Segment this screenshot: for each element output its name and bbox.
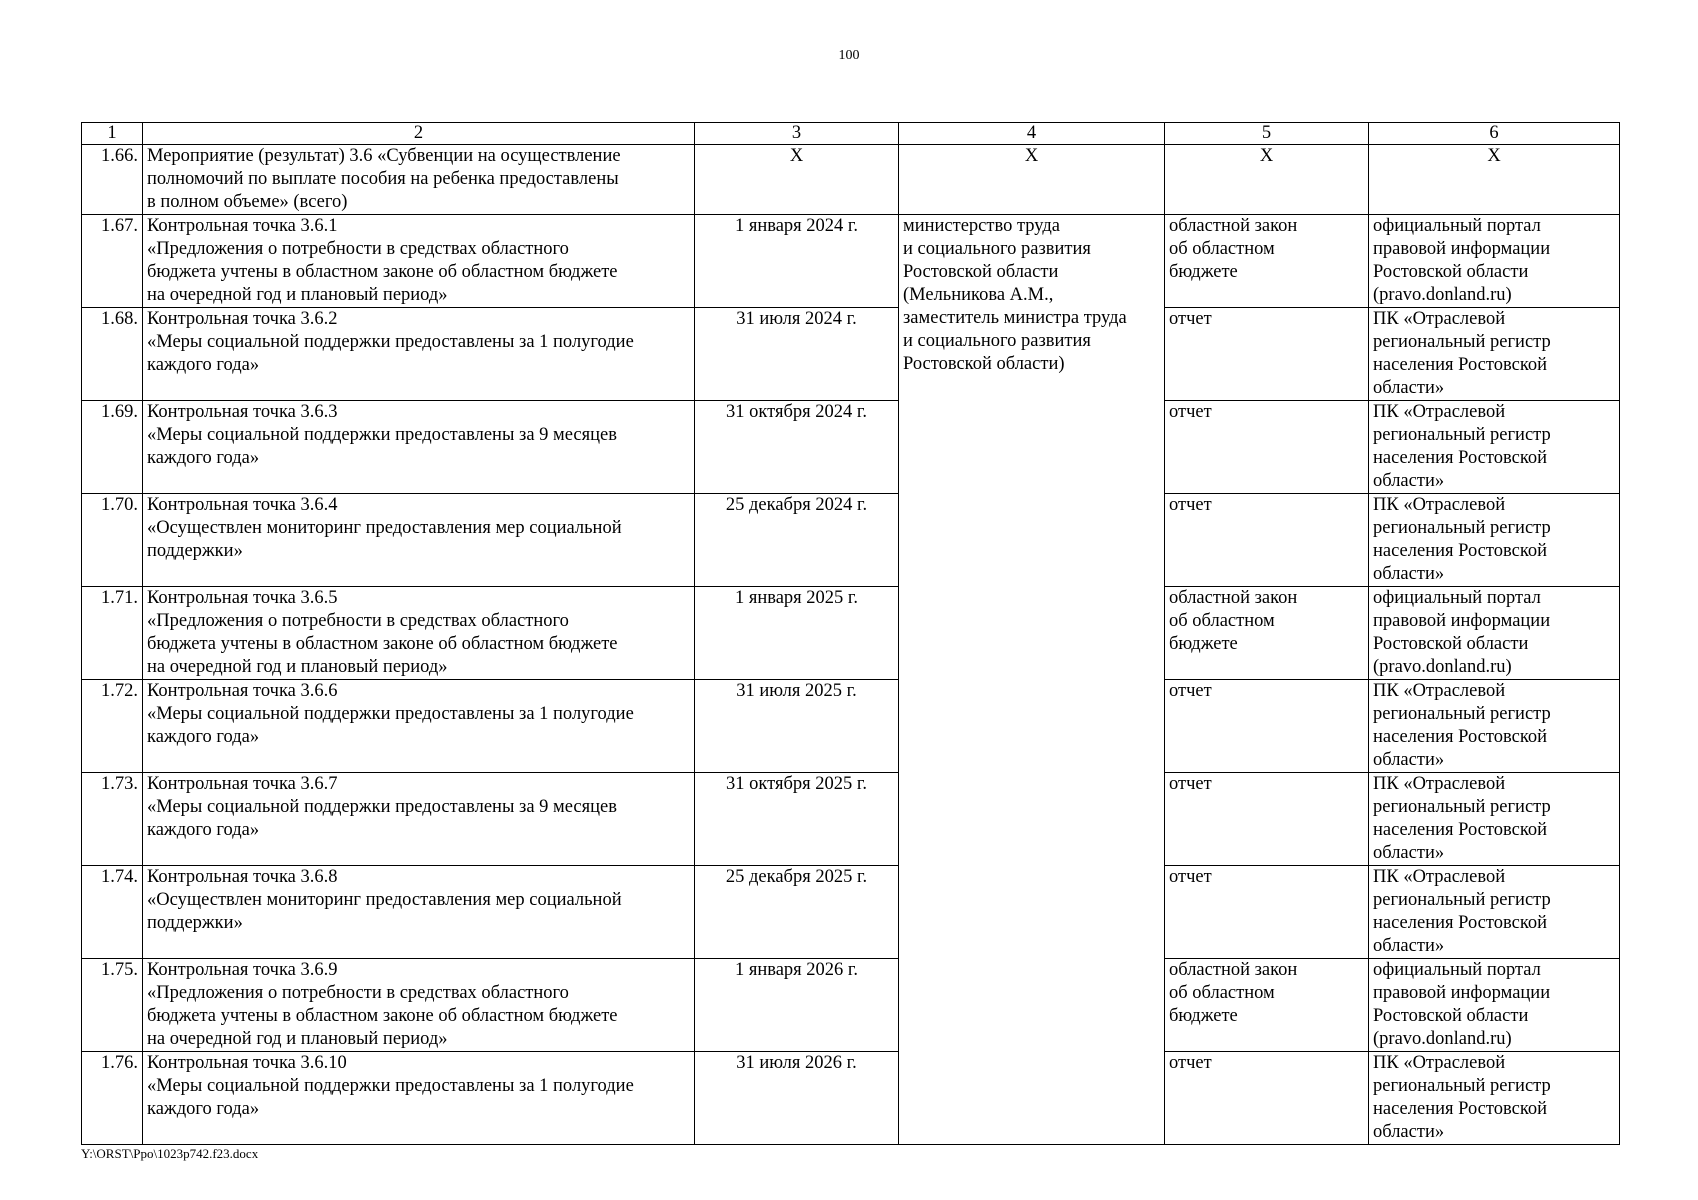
cell-line: каждого года» [147, 355, 260, 375]
date-cell [695, 215, 899, 308]
row-number-cell: 1.68. [82, 308, 143, 401]
cell-line: области» [1373, 471, 1445, 491]
document-type-cell [1165, 1052, 1369, 1145]
cell-line: 31 июля 2026 г. [736, 1053, 857, 1073]
cell-line: ПК «Отраслевой [1373, 774, 1506, 794]
cell-line: отчет [1169, 402, 1212, 422]
cell-line: об областном [1169, 239, 1275, 259]
cell-line: 31 июля 2025 г. [736, 681, 857, 701]
cell-line: (Мельникова А.М., [903, 285, 1054, 305]
cell-line: бюджета учтены в областном законе об областном бюджете [147, 262, 618, 282]
event-name-cell [143, 866, 695, 959]
table-row [82, 866, 1620, 959]
cell-line: 31 октября 2024 г. [725, 402, 868, 422]
cell-line: правовой информации [1373, 611, 1551, 631]
event-name-cell [143, 1052, 695, 1145]
row-number-cell: 1.76. [82, 1052, 143, 1145]
responsible-cell [899, 145, 1165, 215]
cell-line: населения Ростовской [1373, 727, 1548, 747]
info-source-cell [1369, 587, 1620, 680]
cell-line: поддержки» [147, 541, 243, 561]
cell-line: Ростовской области [1373, 1006, 1529, 1026]
cell-line: Ростовской области [1373, 634, 1529, 654]
cell-line: «Меры социальной поддержки предоставлены за 1 полугодие [147, 704, 634, 724]
cell-line: ПК «Отраслевой [1373, 495, 1506, 515]
info-source-cell [1369, 1052, 1620, 1145]
cell-line: каждого года» [147, 1099, 260, 1119]
cell-line: «Меры социальной поддержки предоставлены за 9 месяцев [147, 797, 617, 817]
info-source-cell [1369, 959, 1620, 1052]
cell-line: «Меры социальной поддержки предоставлены за 9 месяцев [147, 425, 617, 445]
document-type-cell [1165, 145, 1369, 215]
cell-line: области» [1373, 378, 1445, 398]
cell-line: (pravo.donland.ru) [1373, 657, 1512, 677]
cell-line: 1 января 2026 г. [734, 960, 859, 980]
cell-line: об областном [1169, 611, 1275, 631]
column-number-cell: 6 [1369, 123, 1620, 145]
cell-line: «Предложения о потребности в средствах областного [147, 611, 569, 631]
event-name-cell [143, 401, 695, 494]
cell-line: 31 октября 2025 г. [725, 774, 868, 794]
date-cell [695, 401, 899, 494]
cell-line: поддержки» [147, 913, 243, 933]
cell-line: X [1024, 146, 1039, 166]
cell-line: населения Ростовской [1373, 913, 1548, 933]
cell-line: бюджета учтены в областном законе об областном бюджете [147, 1006, 618, 1026]
cell-line: на очередной год и плановый период» [147, 657, 448, 677]
cell-line: региональный регистр [1373, 890, 1551, 910]
info-source-cell [1369, 401, 1620, 494]
cell-line: X [1487, 146, 1501, 166]
cell-line: каждого года» [147, 820, 260, 840]
table-row [82, 401, 1620, 494]
cell-line: «Меры социальной поддержки предоставлены за 1 полугодие [147, 1076, 634, 1096]
date-cell [695, 680, 899, 773]
cell-line: (pravo.donland.ru) [1373, 285, 1512, 305]
cell-line: региональный регистр [1373, 332, 1551, 352]
document-type-cell [1165, 494, 1369, 587]
cell-line: региональный регистр [1373, 1076, 1551, 1096]
cell-line: ПК «Отраслевой [1373, 309, 1506, 329]
control-points-table [81, 122, 1620, 1145]
cell-line: населения Ростовской [1373, 820, 1548, 840]
cell-line: 25 декабря 2024 г. [725, 495, 868, 515]
table-row [82, 215, 1620, 308]
date-cell [695, 773, 899, 866]
column-number-cell: 2 [143, 123, 695, 145]
cell-line: Контрольная точка 3.6.10 [147, 1053, 347, 1073]
event-name-cell [143, 959, 695, 1052]
document-type-cell [1165, 866, 1369, 959]
cell-line: региональный регистр [1373, 518, 1551, 538]
cell-line: бюджете [1169, 1006, 1238, 1026]
responsible-cell [899, 215, 1165, 1145]
row-number-cell: 1.69. [82, 401, 143, 494]
cell-line: области» [1373, 750, 1445, 770]
date-cell [695, 959, 899, 1052]
cell-line: 1 января 2025 г. [734, 588, 859, 608]
cell-line: каждого года» [147, 727, 260, 747]
table-row [82, 494, 1620, 587]
cell-line: Контрольная точка 3.6.5 [147, 588, 338, 608]
cell-line: Контрольная точка 3.6.3 [147, 402, 338, 422]
row-number-cell: 1.73. [82, 773, 143, 866]
table-row [82, 145, 1620, 215]
cell-line: бюджета учтены в областном законе об областном бюджете [147, 634, 618, 654]
info-source-cell [1369, 308, 1620, 401]
cell-line: ПК «Отраслевой [1373, 402, 1506, 422]
cell-line: (pravo.donland.ru) [1373, 1029, 1512, 1049]
column-number-cell: 1 [82, 123, 143, 145]
date-cell [695, 587, 899, 680]
cell-line: отчет [1169, 867, 1212, 887]
date-cell [695, 1052, 899, 1145]
date-cell [695, 494, 899, 587]
file-path-footer: Y:\ORST\Ppo\1023p742.f23.docx [81, 1146, 259, 1161]
cell-line: Контрольная точка 3.6.2 [147, 309, 338, 329]
row-number-cell: 1.72. [82, 680, 143, 773]
info-source-cell [1369, 866, 1620, 959]
cell-line: областной закон [1169, 588, 1298, 608]
cell-line: правовой информации [1373, 983, 1551, 1003]
cell-line: Контрольная точка 3.6.7 [147, 774, 338, 794]
cell-line: «Меры социальной поддержки предоставлены за 1 полугодие [147, 332, 634, 352]
table-row [82, 959, 1620, 1052]
cell-line: 1 января 2024 г. [734, 216, 859, 236]
cell-line: «Осуществлен мониторинг предоставления мер социальной [147, 890, 622, 910]
cell-line: региональный регистр [1373, 797, 1551, 817]
cell-line: Контрольная точка 3.6.1 [147, 216, 338, 236]
row-number-cell: 1.74. [82, 866, 143, 959]
cell-line: области» [1373, 936, 1445, 956]
row-number-cell: 1.66. [82, 145, 143, 215]
cell-line: Ростовской области [1373, 262, 1529, 282]
cell-line: области» [1373, 843, 1445, 863]
cell-line: областной закон [1169, 216, 1298, 236]
column-number-row [82, 123, 1620, 145]
row-number-cell: 1.67. [82, 215, 143, 308]
table-row [82, 773, 1620, 866]
cell-line: 25 декабря 2025 г. [725, 867, 868, 887]
table-row [82, 587, 1620, 680]
event-name-cell [143, 308, 695, 401]
table-row [82, 1052, 1620, 1145]
cell-line: X [789, 146, 804, 166]
cell-line: отчет [1169, 681, 1212, 701]
event-name-cell [143, 680, 695, 773]
cell-line: населения Ростовской [1373, 541, 1548, 561]
cell-line: официальный портал [1373, 216, 1541, 236]
cell-line: бюджете [1169, 634, 1238, 654]
cell-line: области» [1373, 1122, 1445, 1142]
event-name-cell [143, 773, 695, 866]
cell-line: Контрольная точка 3.6.4 [147, 495, 338, 515]
document-type-cell [1165, 773, 1369, 866]
row-number-cell: 1.71. [82, 587, 143, 680]
cell-line: «Предложения о потребности в средствах областного [147, 239, 569, 259]
date-cell [695, 308, 899, 401]
cell-line: «Осуществлен мониторинг предоставления мер социальной [147, 518, 622, 538]
cell-line: Ростовской области) [903, 354, 1065, 374]
column-number-cell: 3 [695, 123, 899, 145]
cell-line: бюджете [1169, 262, 1238, 282]
date-cell [695, 866, 899, 959]
cell-line: 31 июля 2024 г. [736, 309, 857, 329]
cell-line: заместитель министра труда [903, 308, 1127, 328]
info-source-cell [1369, 145, 1620, 215]
info-source-cell [1369, 215, 1620, 308]
cell-line: отчет [1169, 1053, 1212, 1073]
cell-line: и социального развития [903, 239, 1091, 259]
cell-line: министерство труда [903, 216, 1060, 236]
cell-line: ПК «Отраслевой [1373, 867, 1506, 887]
cell-line: Контрольная точка 3.6.9 [147, 960, 338, 980]
document-type-cell [1165, 215, 1369, 308]
cell-line: правовой информации [1373, 239, 1551, 259]
column-number-cell: 5 [1165, 123, 1369, 145]
cell-line: каждого года» [147, 448, 260, 468]
table-row [82, 680, 1620, 773]
cell-line: и социального развития [903, 331, 1091, 351]
cell-line: X [1259, 146, 1274, 166]
cell-line: полномочий по выплате пособия на ребенка предоставлены [147, 169, 619, 189]
cell-line: населения Ростовской [1373, 355, 1548, 375]
cell-line: отчет [1169, 495, 1212, 515]
event-name-cell [143, 494, 695, 587]
page-number: 100 [838, 48, 860, 63]
info-source-cell [1369, 680, 1620, 773]
cell-line: Мероприятие (результат) 3.6 «Субвенции на осуществление [147, 146, 621, 166]
cell-line: областной закон [1169, 960, 1298, 980]
info-source-cell [1369, 494, 1620, 587]
event-name-cell [143, 587, 695, 680]
cell-line: об областном [1169, 983, 1275, 1003]
info-source-cell [1369, 773, 1620, 866]
event-name-cell [143, 145, 695, 215]
document-type-cell [1165, 401, 1369, 494]
cell-line: региональный регистр [1373, 425, 1551, 445]
cell-line: в полном объеме» (всего) [147, 192, 348, 212]
cell-line: населения Ростовской [1373, 448, 1548, 468]
cell-line: Контрольная точка 3.6.8 [147, 867, 338, 887]
cell-line: официальный портал [1373, 588, 1541, 608]
cell-line: ПК «Отраслевой [1373, 681, 1506, 701]
cell-line: Контрольная точка 3.6.6 [147, 681, 338, 701]
cell-line: отчет [1169, 774, 1212, 794]
cell-line: на очередной год и плановый период» [147, 285, 448, 305]
table-row [82, 308, 1620, 401]
cell-line: Ростовской области [903, 262, 1059, 282]
cell-line: региональный регистр [1373, 704, 1551, 724]
document-type-cell [1165, 587, 1369, 680]
event-name-cell [143, 215, 695, 308]
cell-line: ПК «Отраслевой [1373, 1053, 1506, 1073]
document-type-cell [1165, 959, 1369, 1052]
row-number-cell: 1.70. [82, 494, 143, 587]
document-type-cell [1165, 308, 1369, 401]
cell-line: официальный портал [1373, 960, 1541, 980]
column-number-cell: 4 [899, 123, 1165, 145]
cell-line: населения Ростовской [1373, 1099, 1548, 1119]
cell-line: «Предложения о потребности в средствах областного [147, 983, 569, 1003]
date-cell [695, 145, 899, 215]
cell-line: отчет [1169, 309, 1212, 329]
document-type-cell [1165, 680, 1369, 773]
cell-line: на очередной год и плановый период» [147, 1029, 448, 1049]
cell-line: области» [1373, 564, 1445, 584]
row-number-cell: 1.75. [82, 959, 143, 1052]
